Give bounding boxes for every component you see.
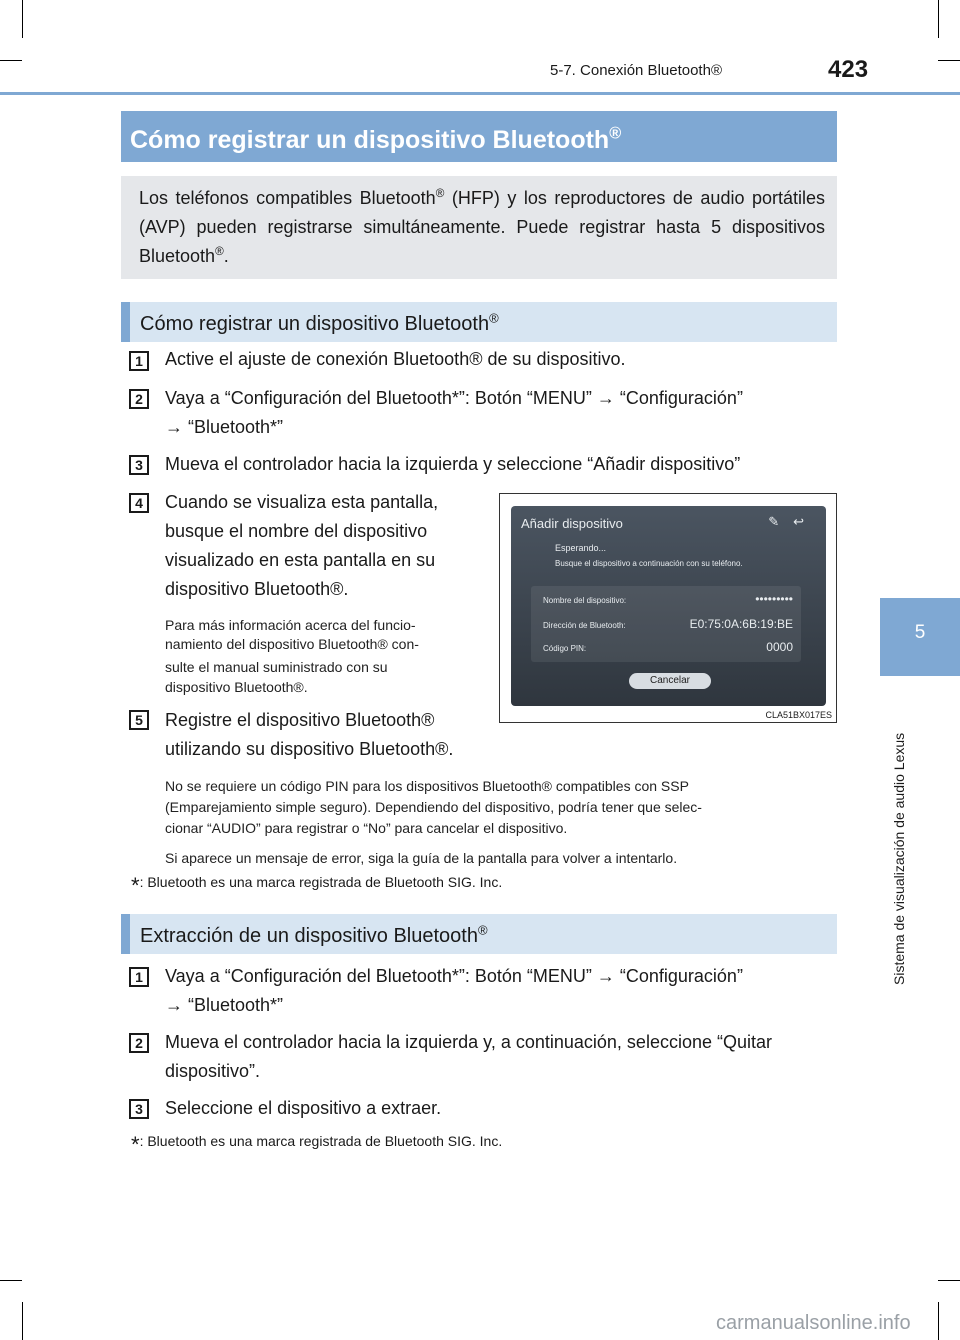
watermark: carmanualsonline.info xyxy=(716,1312,911,1334)
step-note: dispositivo Bluetooth®. xyxy=(165,679,308,695)
step-text: Mueva el controlador hacia la izquierda y, a continuación, seleccione “Quitar xyxy=(165,1032,772,1052)
step-number: 1 xyxy=(129,351,149,371)
screen-icons xyxy=(768,514,818,530)
step-number: 5 xyxy=(129,710,149,730)
step-text: Vaya a “Configuración del Bluetooth*”: Botón “MENU” → “Configuración” xyxy=(165,388,743,408)
crop-mark xyxy=(0,1280,22,1281)
address-value: E0:75:0A:6B:19:BE xyxy=(689,617,793,631)
step-text-cont: → “Bluetooth*” xyxy=(165,995,284,1015)
footnote-mark: * xyxy=(131,1132,140,1157)
step-text: Seleccione el dispositivo a extraer. xyxy=(165,1098,442,1118)
note-line: cionar “AUDIO” para registrar o “No” para cancelar el dispositivo. xyxy=(165,820,568,836)
crop-mark xyxy=(938,0,939,38)
footnote xyxy=(131,873,502,899)
step-number: 2 xyxy=(129,389,149,409)
crop-mark xyxy=(22,0,23,38)
step-text: Registre el dispositivo Bluetooth® xyxy=(165,710,435,730)
section-title: 5-7. Conexión Bluetooth® xyxy=(550,62,722,79)
note-line: Si aparece un mensaje de error, siga la guía de la pantalla para volver a intentarlo. xyxy=(165,850,678,866)
note-line: (Emparejamiento simple seguro). Dependiendo del dispositivo, podría tener que selec- xyxy=(165,799,702,815)
footnote-text: : Bluetooth es una marca registrada de Bluetooth SIG. Inc. xyxy=(139,874,503,890)
pin-label: Código PIN: xyxy=(543,644,587,653)
note-line: No se requiere un código PIN para los dispositivos Bluetooth® compatibles con SSP xyxy=(165,778,689,794)
footnote-mark: * xyxy=(131,873,140,898)
step-number: 3 xyxy=(129,455,149,475)
screen-waiting: Esperando... xyxy=(555,543,607,553)
step-number: 2 xyxy=(129,1033,149,1053)
step-text: visualizado en esta pantalla en su xyxy=(165,550,436,570)
section-heading-remove: Extracción de un dispositivo Bluetooth® xyxy=(121,914,837,954)
step-text: Cuando se visualiza esta pantalla, xyxy=(165,492,439,512)
pin-value: 0000 xyxy=(766,640,793,654)
step-number: 3 xyxy=(129,1099,149,1119)
crop-mark xyxy=(938,1302,939,1340)
address-label: Dirección de Bluetooth: xyxy=(543,621,626,630)
step-text: utilizando su dispositivo Bluetooth®. xyxy=(165,739,454,759)
crop-mark xyxy=(0,60,22,61)
step-text: dispositivo Bluetooth®. xyxy=(165,579,349,599)
device-info-panel xyxy=(531,586,801,662)
step-number: 1 xyxy=(129,967,149,987)
header-rule xyxy=(0,92,960,95)
screen-title: Añadir dispositivo xyxy=(521,516,623,531)
step-text-cont: → “Bluetooth*” xyxy=(165,417,284,437)
screen-figure xyxy=(499,493,837,723)
step-text: Active el ajuste de conexión Bluetooth® de su dispositivo. xyxy=(165,349,626,369)
crop-mark xyxy=(938,1280,960,1281)
step-note: sulte el manual suministrado con su xyxy=(165,659,388,675)
page-number: 423 xyxy=(828,56,869,83)
screen-search: Busque el dispositivo a continuación con su teléfono. xyxy=(555,559,743,568)
device-name-label: Nombre del dispositivo: xyxy=(543,596,627,605)
figure-caption: CLA51BX017ES xyxy=(765,710,832,720)
mic-off-icon[interactable]: ✎ xyxy=(768,514,794,529)
cancel-button[interactable]: Cancelar xyxy=(629,673,711,689)
footnote xyxy=(131,1132,502,1158)
step-text: Mueva el controlador hacia la izquierda y seleccione “Añadir dispositivo” xyxy=(165,454,741,474)
intro-box: Los teléfonos compatibles Bluetooth® (HFP) y los reproductores de audio portátiles (AVP) pueden registrarse simultáneamente. Puede registrar hasta 5 dispositivos Bluetooth®. xyxy=(121,176,837,279)
crop-mark xyxy=(938,60,960,61)
step-text: Vaya a “Configuración del Bluetooth*”: Botón “MENU” → “Configuración” xyxy=(165,966,743,986)
step-text: busque el nombre del dispositivo xyxy=(165,521,428,541)
step-number: 4 xyxy=(129,493,149,513)
section-heading-register: Cómo registrar un dispositivo Bluetooth® xyxy=(121,302,837,342)
main-title: Cómo registrar un dispositivo Bluetooth® xyxy=(121,111,837,162)
add-device-screen xyxy=(511,506,826,706)
chapter-title: Sistema de visualización de audio Lexus xyxy=(891,732,907,985)
device-name-value: ••••••••• xyxy=(755,592,793,606)
footnote-text: : Bluetooth es una marca registrada de Bluetooth SIG. Inc. xyxy=(139,1133,503,1149)
crop-mark xyxy=(22,1302,23,1340)
step-note: namiento del dispositivo Bluetooth® con- xyxy=(165,636,419,652)
step-text-cont: dispositivo”. xyxy=(165,1061,261,1081)
step-note: Para más información acerca del funcio- xyxy=(165,617,416,633)
back-icon[interactable]: ↩ xyxy=(793,514,818,529)
chapter-tab: 5 xyxy=(880,598,960,676)
